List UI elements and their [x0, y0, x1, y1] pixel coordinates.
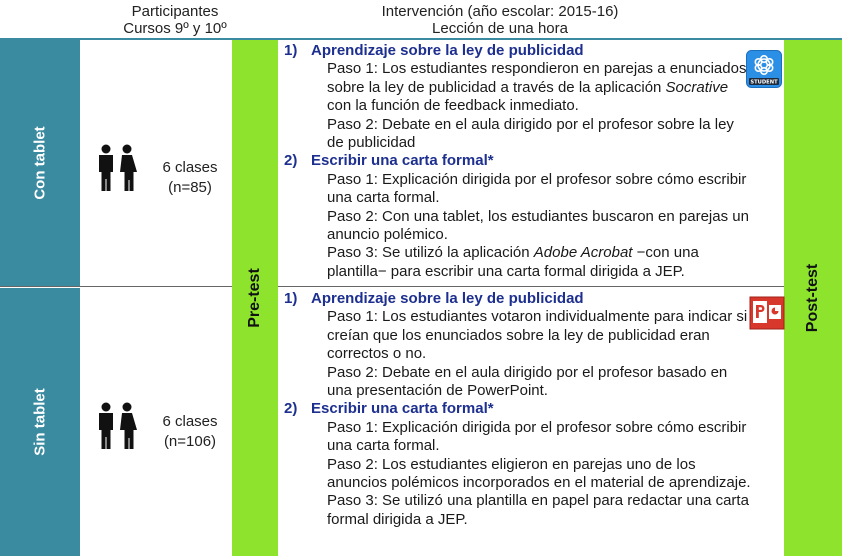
participants-header: [80, 3, 270, 37]
section-title: Aprendizaje sobre la ley de publicidad: [311, 42, 584, 59]
pre-test-label: Pre-test: [246, 268, 263, 328]
with-tablet-intervention: [284, 42, 754, 281]
sample-size: (n=85): [168, 179, 212, 196]
intervention-title: Intervención (año escolar: 2015-16): [381, 3, 619, 20]
participants-courses: Cursos 9º y 10º: [123, 20, 227, 37]
step-text: Paso 3: Se utilizó la aplicación Adobe Acrobat −con una plantilla− para escribir una carta formal dirigida a JEP.: [327, 244, 699, 280]
step-text: Paso 1: Explicación dirigida por el profesor sobre cómo escribir una carta formal.: [327, 418, 747, 455]
section-number: 2): [284, 400, 298, 418]
acrobat-app-name: Adobe Acrobat: [533, 244, 633, 262]
section-number: 1): [284, 42, 298, 59]
with-tablet-class-count: [155, 158, 225, 198]
participants-title: Participantes: [131, 3, 219, 20]
class-count: 6 clases: [162, 413, 218, 430]
intervention-header: [300, 3, 700, 37]
step-text: Paso 1: Los estudiantes votaron individualmente para indicar si creían que los enunciados sobre la ley de publicidad eran correctos o no.: [327, 308, 748, 363]
section-heading: [284, 400, 754, 418]
section-number: 1): [284, 290, 298, 307]
class-count: 6 clases: [162, 159, 218, 176]
socrative-app-name: Socrative: [665, 78, 729, 96]
section-heading: [284, 42, 754, 60]
sample-size: (n=106): [163, 433, 217, 450]
people-icon: [96, 144, 140, 192]
without-tablet-band: [0, 288, 80, 556]
section-heading: [284, 290, 754, 308]
step-text: Paso 1: Explicación dirigida por el profesor sobre cómo escribir una carta formal.: [327, 170, 747, 207]
svg-text:STUDENT: STUDENT: [750, 79, 778, 86]
powerpoint-icon: [749, 296, 785, 330]
without-tablet-label: Sin tablet: [31, 388, 49, 456]
step-text: Paso 2: Debate en el aula dirigido por el profesor basado en una presentación de PowerPoint.: [327, 363, 728, 400]
step-text: Paso 1: Los estudiantes respondieron en parejas a enunciados sobre la ley de publicidad a través de la aplicación Socrative con la función de feedback inmediato.: [327, 60, 747, 115]
intervention-subtitle: Lección de una hora: [432, 20, 568, 37]
section-title: Escribir una carta formal*: [311, 152, 494, 170]
pre-test-column: [232, 40, 278, 556]
step-text: Paso 2: Con una tablet, los estudiantes buscaron en parejas un anuncio polémico.: [327, 207, 749, 244]
step-text: Paso 2: Debate en el aula dirigido por el profesor sobre la ley de publicidad: [327, 115, 734, 152]
header-divider: [0, 38, 842, 40]
row-divider: [0, 286, 842, 287]
step-text: Paso 2: Los estudiantes eligieron en parejas uno de los anuncios polémicos incorporados en el material de aprendizaje.: [327, 455, 751, 492]
people-icon: [96, 402, 140, 450]
section-title: Aprendizaje sobre la ley de publicidad: [311, 290, 584, 307]
section-heading: [284, 152, 754, 170]
with-tablet-band: [0, 40, 80, 286]
without-tablet-intervention: [284, 290, 754, 529]
section-title: Escribir una carta formal*: [311, 400, 494, 418]
with-tablet-label: Con tablet: [31, 126, 49, 200]
without-tablet-class-count: [155, 412, 225, 452]
step-text: Paso 3: Se utilizó una plantilla en papel para redactar una carta formal dirigida a JEP.: [327, 492, 749, 528]
section-number: 2): [284, 152, 298, 170]
post-test-column: [784, 40, 842, 556]
socrative-student-icon: [746, 50, 782, 88]
post-test-label: Post-test: [804, 263, 821, 333]
